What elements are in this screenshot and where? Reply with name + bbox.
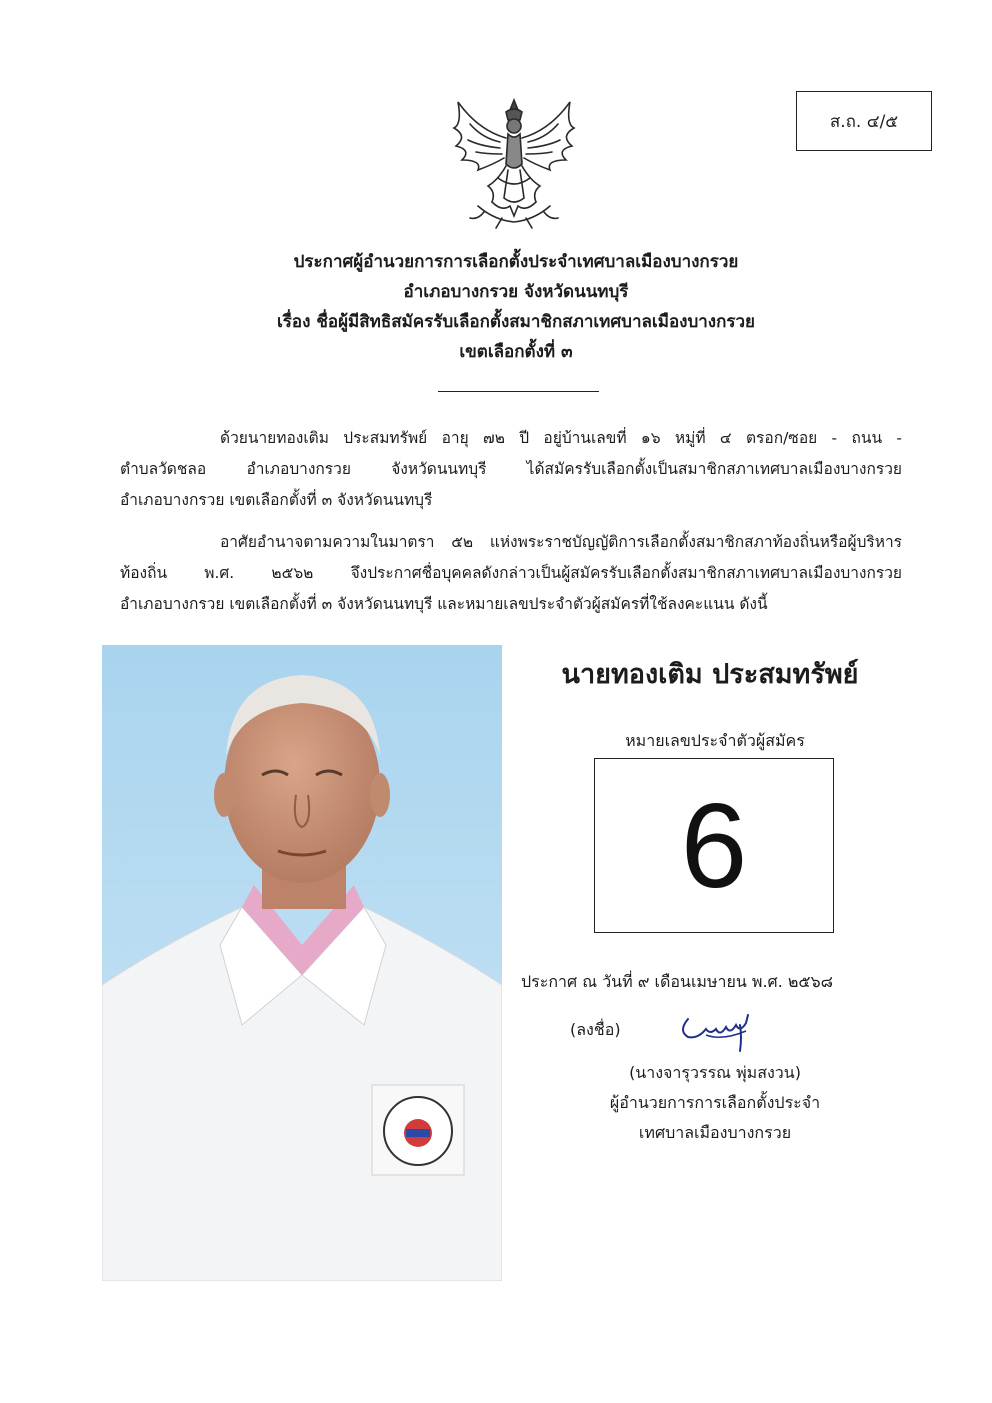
paragraph-2-line: อาศัยอำนาจตามความในมาตรา ๕๒ แห่งพระราชบัญญัติการเลือกตั้งสมาชิกสภาท้องถิ่นหรือผู้บริหาร [220, 533, 902, 551]
form-code: ส.ถ. ๔/๕ [829, 111, 899, 132]
paragraph-1-line: ด้วยนายทองเติม ประสมทรัพย์ อายุ ๗๒ ปี อยู่บ้านเลขที่ ๑๖ หมู่ที่ ๔ ตรอก/ซอย - ถนน - [220, 429, 902, 447]
candidate-number: 6 [680, 778, 748, 913]
paragraph-1-line: ตำบลวัดชลอ อำเภอบางกรวย จังหวัดนนทบุรี ได้สมัครรับเลือกตั้งเป็นสมาชิกสภาเทศบาลเมืองบางกรวย [120, 460, 902, 478]
paragraph-1 [120, 423, 902, 516]
paragraph-2-line: อำเภอบางกรวย เขตเลือกตั้งที่ ๓ จังหวัดนนทบุรี และหมายเลขประจำตัวผู้สมัครที่ใช้ลงคะแนน ดังนี้ [120, 595, 768, 613]
candidate-photo [102, 645, 502, 1281]
announcement-header [160, 247, 872, 367]
signer-title: ผู้อำนวยการการเลือกตั้งประจำ [609, 1093, 821, 1112]
form-code-box [796, 91, 932, 151]
signature-label: (ลงชื่อ) [570, 1020, 621, 1039]
candidate-name: นายทองเติม ประสมทรัพย์ [561, 659, 859, 690]
header-line-1: ประกาศผู้อำนวยการการเลือกตั้งประจำเทศบาลเมืองบางกรวย [293, 252, 739, 272]
candidate-number-label: หมายเลขประจำตัวผู้สมัคร [625, 731, 805, 750]
garuda-emblem-icon [448, 94, 580, 230]
header-divider [438, 391, 599, 392]
announcement-date: ประกาศ ณ วันที่ ๙ เดือนเมษายน พ.ศ. ๒๕๖๘ [521, 972, 834, 991]
paragraph-2 [120, 527, 902, 620]
signer-name: (นางจารุวรรณ พุ่มสงวน) [629, 1063, 801, 1082]
handwritten-signature [676, 1007, 762, 1061]
signer-organization: เทศบาลเมืองบางกรวย [638, 1123, 792, 1142]
signer-block [580, 1058, 850, 1148]
header-subject: เรื่อง ชื่อผู้มีสิทธิสมัครรับเลือกตั้งสมาชิกสภาเทศบาลเมืองบางกรวย [276, 312, 756, 332]
paragraph-1-line: อำเภอบางกรวย เขตเลือกตั้งที่ ๓ จังหวัดนนทบุรี [120, 491, 433, 509]
paragraph-2-line: ท้องถิ่น พ.ศ. ๒๕๖๒ จึงประกาศชื่อบุคคลดังกล่าวเป็นผู้สมัครรับเลือกตั้งสมาชิกสภาเทศบาลเมืองบางกรวย [120, 564, 902, 582]
candidate-number-box [594, 758, 834, 933]
header-line-2: อำเภอบางกรวย จังหวัดนนทบุรี [403, 282, 629, 302]
header-district: เขตเลือกตั้งที่ ๓ [459, 342, 573, 362]
